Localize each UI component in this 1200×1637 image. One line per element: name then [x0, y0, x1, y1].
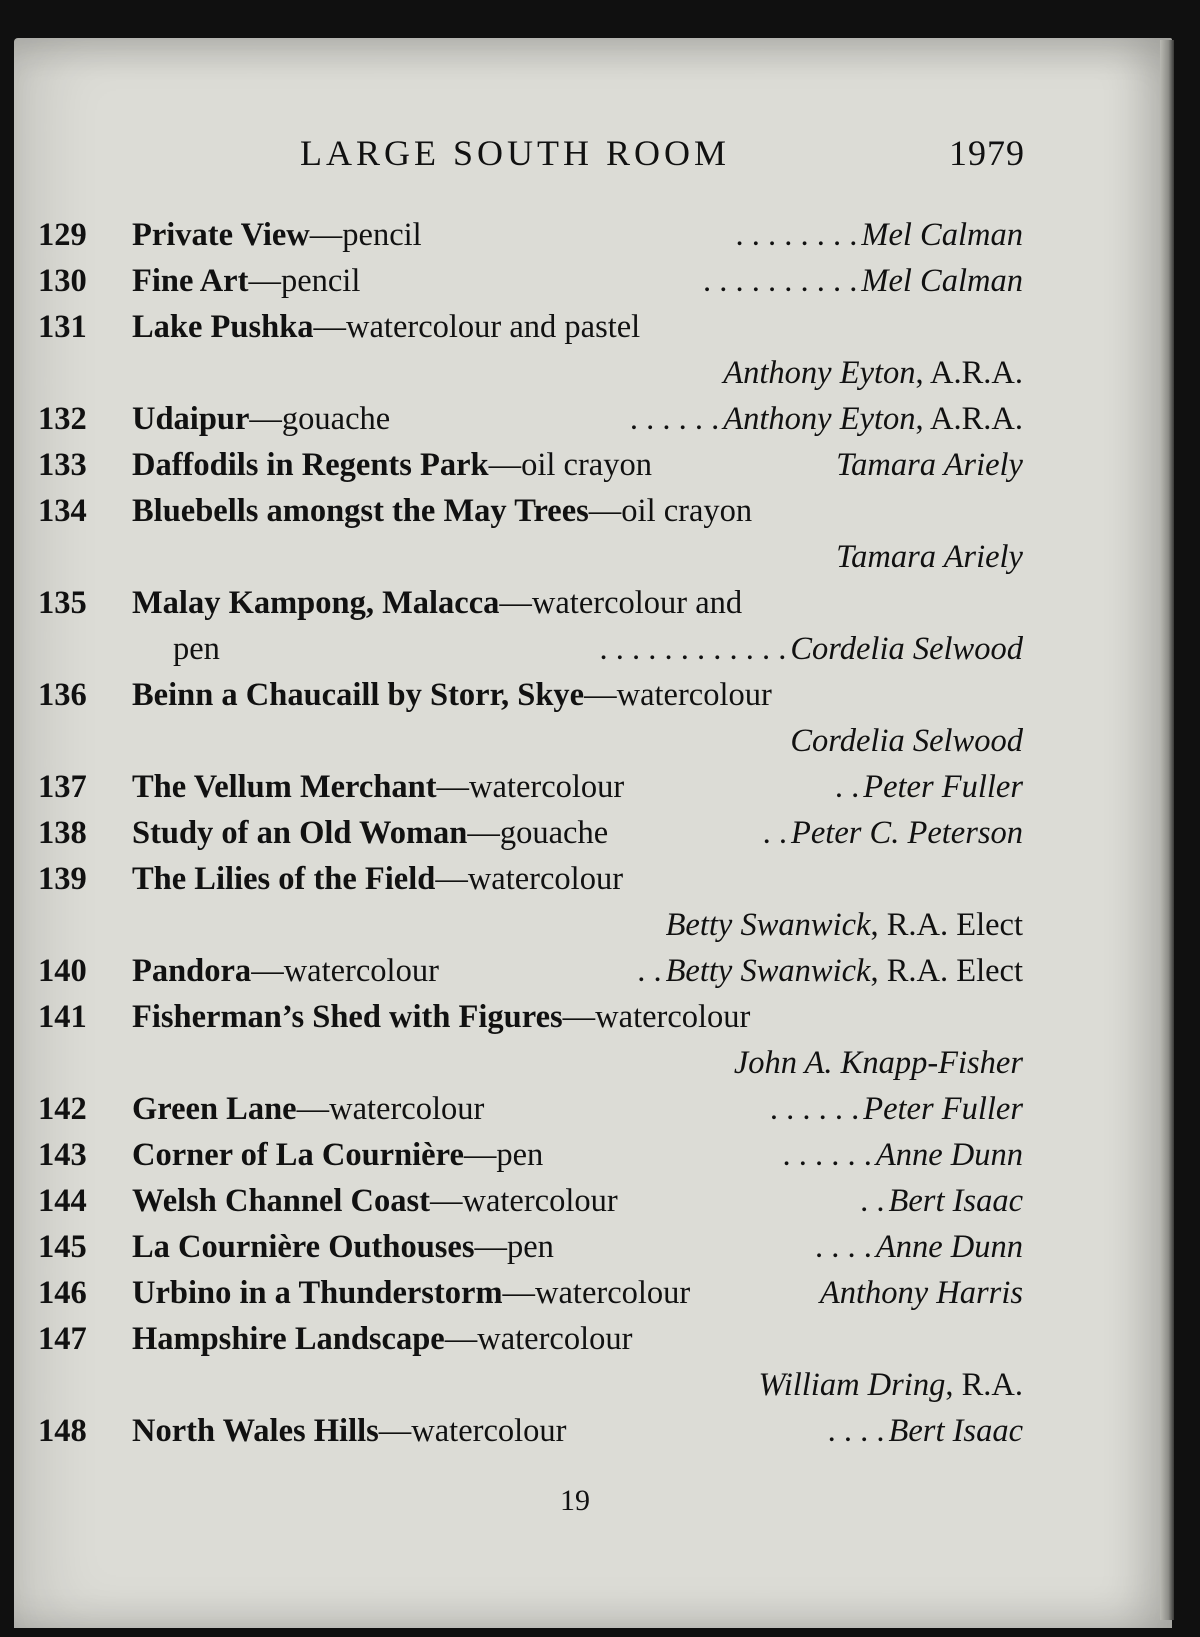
work-title: Fine Art — [132, 263, 249, 299]
entry-line — [38, 580, 1023, 626]
artist-credit — [719, 396, 1023, 442]
artist-honors: , R.A. Elect — [870, 953, 1023, 989]
work-title: Bluebells amongst the May Trees — [132, 493, 589, 529]
dot-leader: . . . . . . — [782, 1137, 872, 1173]
work-medium: —pen — [463, 1137, 544, 1173]
entry-number: 136 — [38, 677, 87, 713]
artist-name: Tamara Ariely — [836, 447, 1023, 483]
catalogue-entry — [38, 304, 1023, 396]
artist-line — [38, 718, 1023, 764]
entry-line — [38, 672, 1023, 718]
work-medium: —watercolour — [584, 677, 772, 713]
entry-number: 146 — [38, 1275, 87, 1311]
work-medium: —oil crayon — [588, 493, 753, 529]
page-number: 19 — [560, 1484, 590, 1517]
artist-credit — [662, 948, 1023, 994]
artist-name: Betty Swanwick — [665, 953, 871, 989]
artist-name: Anthony Harris — [819, 1275, 1023, 1311]
catalogue-entry — [38, 1270, 1023, 1316]
entry-list — [38, 212, 1023, 1454]
entry-line — [38, 1316, 1023, 1362]
artist-credit — [885, 1408, 1023, 1454]
dot-leader: . . — [762, 815, 788, 851]
work-title: Daffodils in Regents Park — [132, 447, 489, 483]
artist-name: Peter Fuller — [863, 769, 1023, 805]
work-title: Malay Kampong, Malacca — [132, 585, 500, 621]
artist-credit — [666, 902, 1023, 948]
entry-line — [38, 488, 1023, 534]
work-medium: —watercolour and — [499, 585, 743, 621]
work-title: The Vellum Merchant — [132, 769, 437, 805]
entry-line — [38, 258, 1023, 304]
artist-name: Anne Dunn — [875, 1229, 1023, 1265]
catalogue-entry — [38, 1178, 1023, 1224]
artist-name: Mel Calman — [861, 263, 1023, 299]
entry-number: 143 — [38, 1137, 87, 1173]
artist-name: William Dring — [758, 1367, 946, 1403]
page-header — [300, 132, 1025, 172]
entry-number: 135 — [38, 585, 87, 621]
entry-number: 145 — [38, 1229, 87, 1265]
catalogue-entry — [38, 1224, 1023, 1270]
year: 1979 — [949, 133, 1025, 173]
entry-number: 147 — [38, 1321, 87, 1357]
catalogue-entry — [38, 580, 1023, 672]
catalogue-entry — [38, 488, 1023, 580]
dot-leader: . . — [637, 953, 662, 989]
artist-credit — [872, 1132, 1023, 1178]
entry-line — [38, 994, 1023, 1040]
work-title: Welsh Channel Coast — [132, 1183, 430, 1219]
artist-honors: , R.A. — [945, 1367, 1023, 1403]
entry-line — [38, 1270, 1023, 1316]
room-title: LARGE SOUTH ROOM — [300, 133, 731, 173]
artist-name: Anthony Eyton — [723, 355, 916, 391]
artist-line — [38, 902, 1023, 948]
work-medium: —watercolour — [296, 1091, 485, 1127]
entry-line — [38, 1178, 1023, 1224]
entry-number: 138 — [38, 815, 87, 851]
entry-number: 133 — [38, 447, 87, 483]
dot-leader: . . . . . . — [629, 401, 720, 437]
artist-credit — [836, 534, 1023, 580]
artist-credit — [758, 1362, 1023, 1408]
artist-credit — [816, 1270, 1023, 1316]
page-edge — [1160, 40, 1174, 1620]
work-title: Udaipur — [132, 401, 250, 437]
artist-credit — [832, 442, 1023, 488]
work-medium: —watercolour — [562, 999, 751, 1035]
artist-credit — [872, 1224, 1023, 1270]
dot-leader: . . — [860, 1183, 885, 1219]
entry-number: 129 — [38, 217, 87, 253]
artist-credit — [734, 1040, 1023, 1086]
catalogue-entry — [38, 994, 1023, 1086]
continuation-line — [38, 626, 1023, 672]
work-medium-continued: pen — [173, 631, 220, 667]
work-medium: —gouache — [249, 401, 391, 437]
artist-name: Cordelia Selwood — [790, 631, 1023, 667]
catalogue-entry — [38, 396, 1023, 442]
work-title: Private View — [132, 217, 310, 253]
catalogue-entry — [38, 258, 1023, 304]
dot-leader: . . . . . . . . . . — [703, 263, 858, 299]
work-medium: —watercolour — [378, 1413, 567, 1449]
work-title: Beinn a Chaucaill by Storr, Skye — [132, 677, 585, 713]
artist-name: Peter Fuller — [863, 1091, 1023, 1127]
artist-line — [38, 534, 1023, 580]
work-title: Corner of La Cournière — [132, 1137, 464, 1173]
catalogue-entry — [38, 948, 1023, 994]
artist-name: Anne Dunn — [875, 1137, 1023, 1173]
entry-number: 140 — [38, 953, 87, 989]
artist-credit — [859, 764, 1023, 810]
work-medium: —watercolour — [435, 861, 624, 897]
dot-leader — [652, 442, 832, 488]
artist-line — [38, 1040, 1023, 1086]
catalogue-entry — [38, 442, 1023, 488]
entry-line — [38, 948, 1023, 994]
entry-number: 137 — [38, 769, 87, 805]
artist-name: Cordelia Selwood — [790, 723, 1023, 759]
dot-leader: . . . . . . . . — [735, 217, 858, 253]
work-title: Lake Pushka — [132, 309, 314, 345]
work-title: Study of an Old Woman — [132, 815, 468, 851]
entry-number: 134 — [38, 493, 87, 529]
entry-line — [38, 304, 1023, 350]
artist-credit — [885, 1178, 1023, 1224]
catalogue-entry — [38, 212, 1023, 258]
artist-name: Tamara Ariely — [836, 539, 1023, 575]
work-title: Fisherman’s Shed with Figures — [132, 999, 563, 1035]
entry-number: 131 — [38, 309, 87, 345]
artist-credit — [786, 626, 1023, 672]
work-medium: —watercolour — [444, 1321, 633, 1357]
dot-leader: . . . . . . . . . . . . — [599, 631, 787, 667]
catalogue-entry — [38, 764, 1023, 810]
entry-line — [38, 442, 1023, 488]
dot-leader: . . — [834, 769, 860, 805]
artist-honors: , A.R.A. — [915, 401, 1023, 437]
dot-leader: . . . . — [815, 1229, 872, 1265]
entry-line — [38, 856, 1023, 902]
work-medium: —watercolour — [436, 769, 625, 805]
catalogue-entry — [38, 672, 1023, 764]
artist-name: Betty Swanwick — [665, 907, 871, 943]
dot-leader: . . . . . . — [769, 1091, 860, 1127]
artist-name: Bert Isaac — [888, 1183, 1023, 1219]
entry-line — [38, 810, 1023, 856]
catalogue-entry — [38, 856, 1023, 948]
artist-credit — [857, 212, 1023, 258]
entry-line — [38, 1224, 1023, 1270]
work-medium: —watercolour — [251, 953, 439, 989]
entry-line — [38, 396, 1023, 442]
artist-credit — [790, 718, 1023, 764]
entry-line — [38, 212, 1023, 258]
catalogue-entry — [38, 1086, 1023, 1132]
dot-leader — [690, 1270, 816, 1316]
work-title: The Lilies of the Field — [132, 861, 436, 897]
catalogue-entry — [38, 1316, 1023, 1408]
artist-name: Anthony Eyton — [723, 401, 916, 437]
dot-leader: . . . . — [827, 1413, 885, 1449]
artist-credit — [859, 1086, 1023, 1132]
work-medium: —gouache — [467, 815, 609, 851]
artist-name: Peter C. Peterson — [791, 815, 1023, 851]
work-medium: —pen — [474, 1229, 554, 1265]
entry-line — [38, 1408, 1023, 1454]
entry-number: 139 — [38, 861, 87, 897]
work-medium: —pencil — [309, 217, 422, 253]
artist-line — [38, 350, 1023, 396]
entry-line — [38, 764, 1023, 810]
work-medium: —oil crayon — [488, 447, 652, 483]
entry-line — [38, 1132, 1023, 1178]
work-title: Green Lane — [132, 1091, 297, 1127]
artist-name: Mel Calman — [861, 217, 1023, 253]
artist-name: Bert Isaac — [888, 1413, 1023, 1449]
artist-honors: , A.R.A. — [915, 355, 1023, 391]
work-title: Hampshire Landscape — [132, 1321, 445, 1357]
work-title: Pandora — [132, 953, 252, 989]
work-medium: —pencil — [248, 263, 361, 299]
entry-number: 132 — [38, 401, 87, 437]
entry-number: 144 — [38, 1183, 87, 1219]
work-medium: —watercolour — [429, 1183, 618, 1219]
catalogue-entry — [38, 810, 1023, 856]
artist-credit — [723, 350, 1023, 396]
work-medium: —watercolour — [502, 1275, 691, 1311]
artist-credit — [857, 258, 1023, 304]
artist-line — [38, 1362, 1023, 1408]
work-title: North Wales Hills — [132, 1413, 379, 1449]
catalogue-entry — [38, 1132, 1023, 1178]
entry-line — [38, 1086, 1023, 1132]
entry-number: 141 — [38, 999, 87, 1035]
artist-name: John A. Knapp-Fisher — [733, 1045, 1023, 1081]
entry-number: 142 — [38, 1091, 87, 1127]
entry-number: 148 — [38, 1413, 87, 1449]
work-medium: —watercolour and pastel — [313, 309, 641, 345]
work-title: La Cournière Outhouses — [132, 1229, 475, 1265]
entry-number: 130 — [38, 263, 87, 299]
catalogue-entry — [38, 1408, 1023, 1454]
artist-credit — [787, 810, 1023, 856]
work-title: Urbino in a Thunderstorm — [132, 1275, 503, 1311]
artist-honors: , R.A. Elect — [870, 907, 1023, 943]
